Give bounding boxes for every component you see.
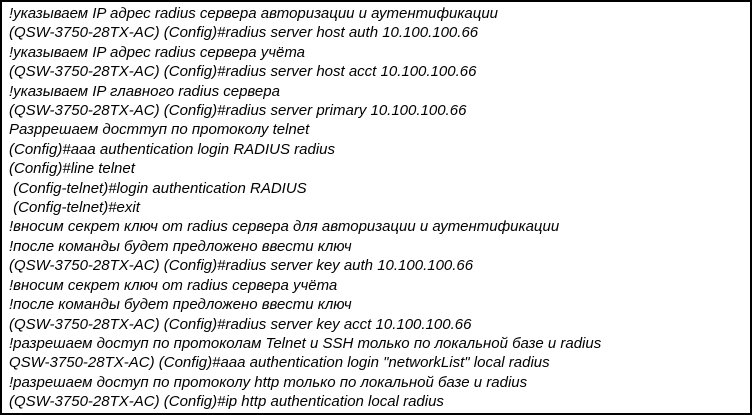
command-line: (QSW-3750-28TX-AC) (Config)#radius server primary 10.100.100.66: [9, 102, 467, 120]
command-line: (Config-telnet)#login authentication RADIUS: [9, 179, 307, 197]
comment-line: !после команды будет предложено ввести ключ: [9, 296, 352, 314]
comment-line: !разрешаем доступ по протоколам Telnet и SSH только по локальной базе и radius: [9, 334, 602, 352]
command-line: (QSW-3750-28TX-AC) (Config)#ip http authentication local radius: [9, 393, 444, 411]
comment-line: Разррешаем досттуп по протоколу telnet: [9, 121, 310, 139]
command-line: (QSW-3750-28TX-AC) (Config)#radius server host acct 10.100.100.66: [9, 63, 477, 81]
command-line: (QSW-3750-28TX-AC) (Config)#radius server key auth 10.100.100.66: [9, 257, 474, 275]
command-line: (QSW-3750-28TX-AC) (Config)#radius server host auth 10.100.100.66: [9, 24, 479, 42]
command-line: (Config-telnet)#exit: [9, 199, 140, 217]
command-line: (QSW-3750-28TX-AC) (Config)#radius server key acct 10.100.100.66: [9, 315, 472, 333]
comment-line: !указываем IP главного radius сервера: [9, 82, 280, 100]
comment-line: !указываем IP адрес radius сервера учёта: [9, 43, 306, 61]
command-line: (Config)#line telnet: [9, 160, 135, 178]
comment-line: !после команды будет предложено ввести ключ: [9, 237, 352, 255]
comment-line: !указываем IP адрес radius сервера авторизации и аутентификации: [9, 5, 499, 22]
command-line: QSW-3750-28TX-AC) (Config)#aaa authentication login "networkList" local radius: [9, 354, 550, 372]
command-line: (Config)#aaa authentication login RADIUS radius: [9, 140, 336, 158]
comment-line: !вносим секрет ключ от radius сервера учёта: [9, 276, 338, 294]
comment-line: !вносим секрет ключ от radius сервера для авторизации и аутентификации: [9, 218, 560, 236]
comment-line: !разрешаем доступ по протоколу http только по локальной базе и radius: [9, 373, 528, 391]
